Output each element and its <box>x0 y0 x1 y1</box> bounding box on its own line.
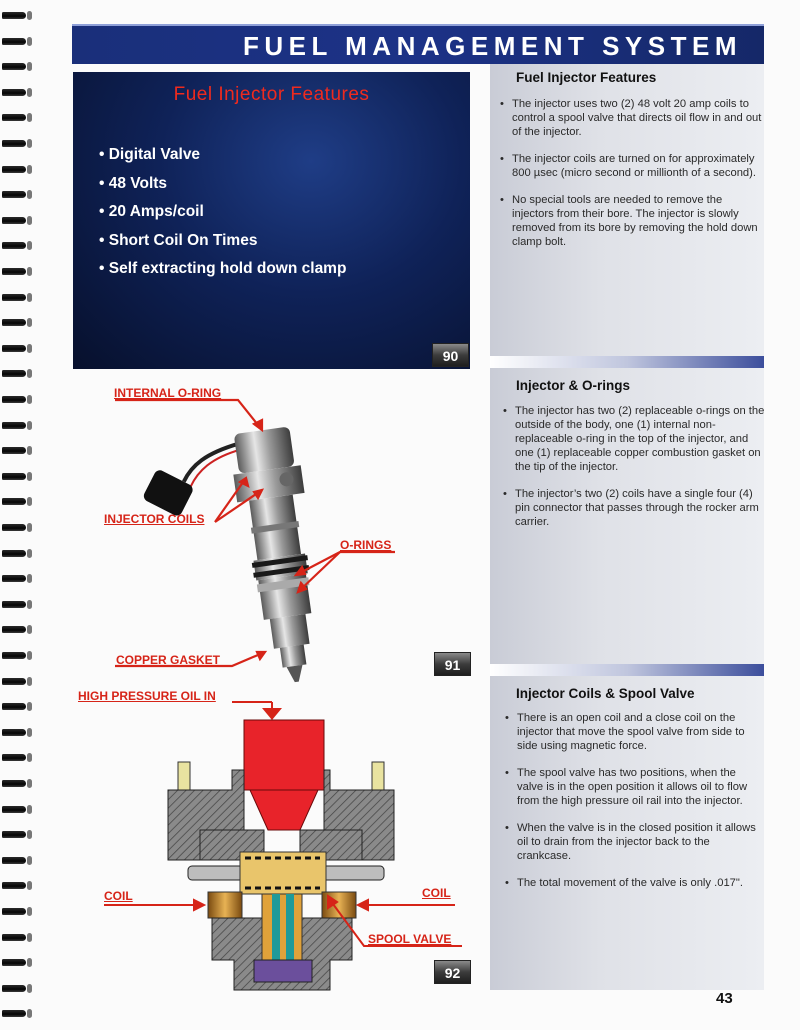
label-coil-left: COIL <box>104 889 133 903</box>
bullet-item: • When the valve is in the closed position it allows oil to drain from the injector back to the crankcase. <box>505 821 765 863</box>
label-coil-right: COIL <box>422 886 451 900</box>
slide-bullet: • Short Coil On Times <box>99 232 346 261</box>
section-title: Injector & O-rings <box>516 378 631 393</box>
bullet-item: • The injector uses two (2) 48 volt 20 amp coils to control a spool valve that directs oil flow in and out of the injector. <box>500 97 762 139</box>
bullet-item: • The total movement of the valve is only .017". <box>505 876 765 890</box>
page-title: FUEL MANAGEMENT SYSTEM <box>243 31 742 61</box>
bullet-item: • The injector coils are turned on for approximately 800 µsec (micro second or millionth of a second). <box>500 152 762 180</box>
label-copper-gasket: COPPER GASKET <box>116 653 221 667</box>
slide-title: Fuel Injector Features <box>173 84 370 105</box>
bullet-item: • The injector has two (2) replaceable o-rings on the outside of the body, one (1) internal non-replaceable o-ring in the top of the injector, and one (1) replaceable copper combustion gasket on the tip of the injector. <box>503 404 765 474</box>
slide-number-badge: 90 <box>432 343 469 367</box>
slide-bullet: • Digital Valve <box>99 146 346 175</box>
label-injector-coils: INJECTOR COILS <box>104 512 205 526</box>
section-title: Fuel Injector Features <box>516 70 657 85</box>
bullet-item: • The injector’s two (2) coils have a single four (4) pin connector that passes through the rocker arm carrier. <box>503 487 765 529</box>
label-spool-valve: SPOOL VALVE <box>368 932 452 946</box>
bullet-item: • There is an open coil and a close coil on the injector that move the spool valve from side to side using magnetic force. <box>505 711 765 753</box>
figure-number-badge: 92 <box>434 960 471 984</box>
figure-number-badge: 91 <box>434 652 471 676</box>
label-orings: O-RINGS <box>340 538 392 552</box>
slide-bullet: • 20 Amps/coil <box>99 203 346 232</box>
slide-bullet: • 48 Volts <box>99 175 346 204</box>
section-title: Injector Coils & Spool Valve <box>516 686 695 701</box>
label-internal-oring: INTERNAL O-RING <box>114 386 222 400</box>
page-number: 43 <box>716 990 733 1007</box>
slide-bullet: • Self extracting hold down clamp <box>99 260 346 289</box>
bullet-item: • The spool valve has two positions, when the valve is in the open position it allows oil to flow from the high pressure oil rail into the injector. <box>505 766 765 808</box>
bullet-item: • No special tools are needed to remove the injectors from their bore. The injector is slowly removed from its bore by removing the hold down clamp bolt. <box>500 193 762 249</box>
label-high-pressure-oil-in: HIGH PRESSURE OIL IN <box>78 689 216 703</box>
